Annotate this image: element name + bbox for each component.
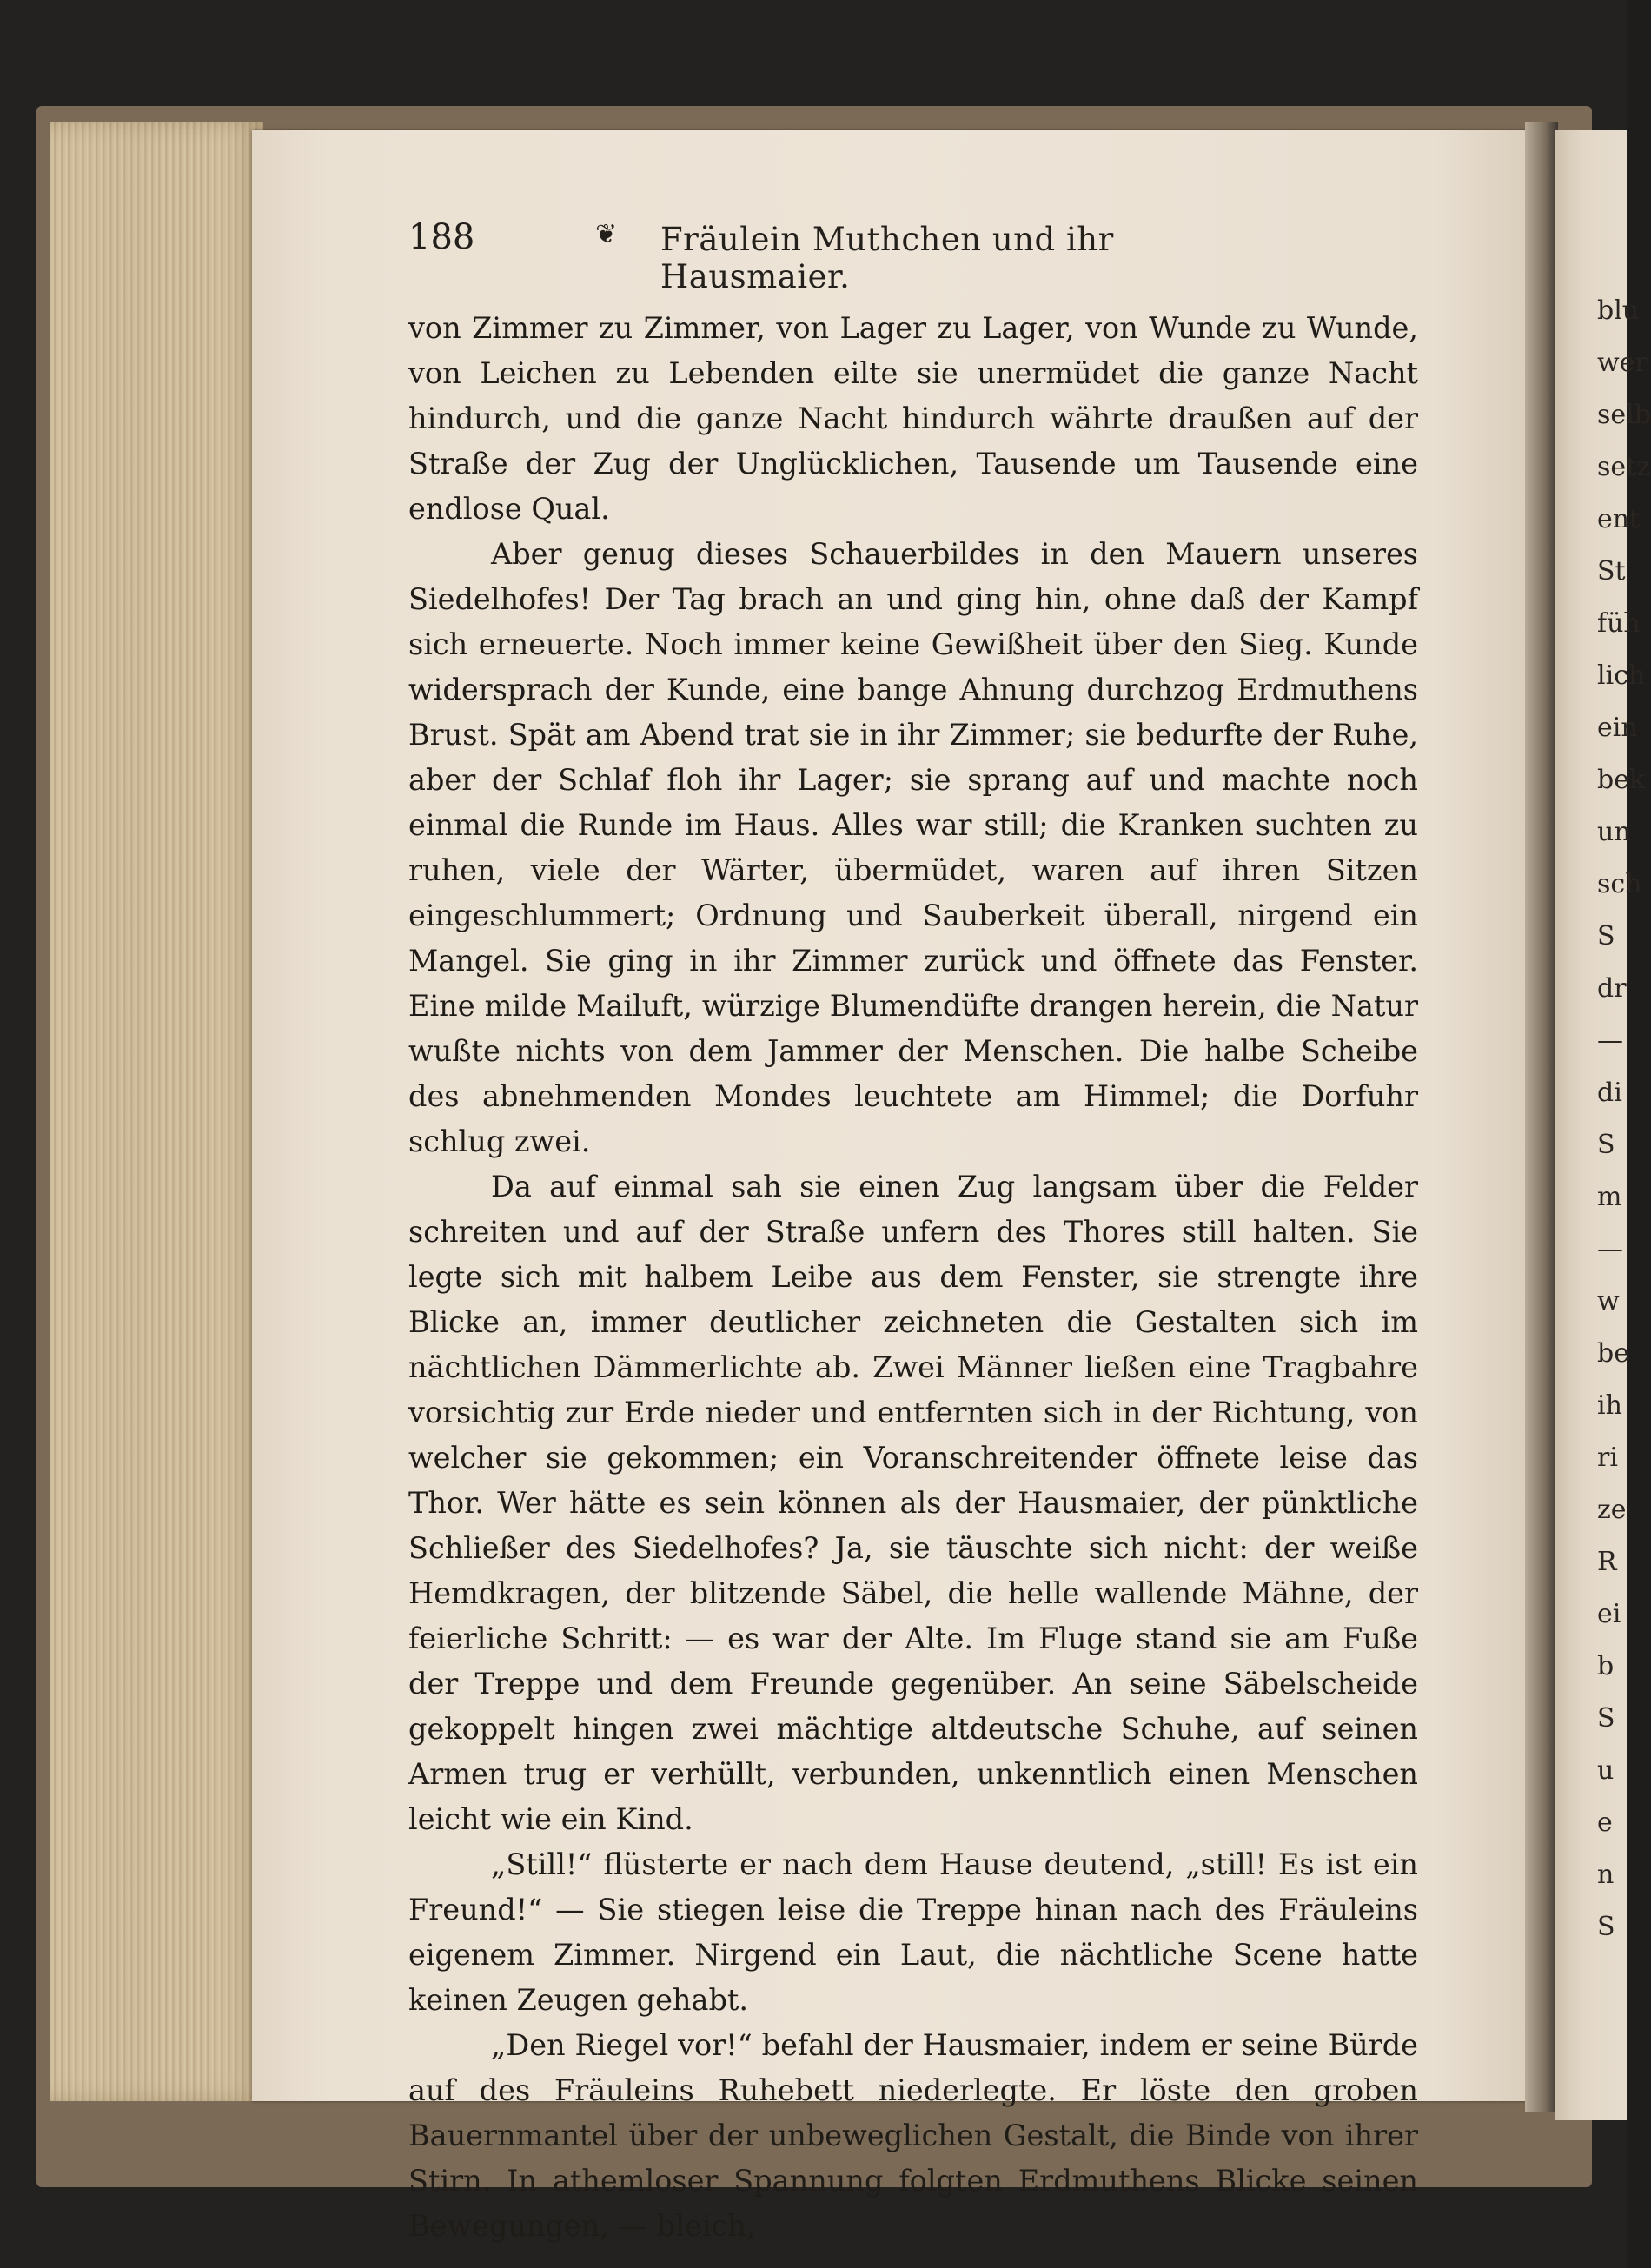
facing-page-fragment: wer: [1597, 348, 1648, 378]
facing-page-fragment: ein: [1597, 713, 1638, 743]
facing-page-fragment: ih: [1597, 1390, 1622, 1421]
paragraph-1: von Zimmer zu Zimmer, von Lager zu Lager, von Wunde zu Wunde, von Leichen zu Lebenden eilte sie unermüdet die ganze Nacht hindurch, und die ganze Nacht hindurch währte draußen auf der Straße der Zug der Unglücklichen, Tausende um Tausende eine endlose Qual.: [408, 311, 1418, 526]
facing-page-fragment: S: [1597, 1703, 1615, 1734]
facing-page-fragment: blu: [1597, 295, 1640, 326]
book-gutter: [1525, 122, 1558, 2112]
page-edges: [50, 122, 263, 2101]
paragraph-2: Aber genug dieses Schauerbildes in den Mauern unseres Siedelhofes! Der Tag brach an und ging hin, ohne daß der Kampf sich erneuerte. Noch immer keine Gewißheit über den Sieg. Kunde widersprach der Kunde, eine bange Ahnung durchzog Erdmuthens Brust. Spät am Abend trat sie in ihr Zimmer; sie bedurfte der Ruhe, aber der Schlaf floh ihr Lager; sie sprang auf und machte noch einmal die Runde im Haus. Alles war still; die Kranken suchten zu ruhen, viele der Wärter, übermüdet, waren auf ihren Sitzen eingeschlummert; Ordnung und Sauberkeit überall, nirgend ein Mangel. Sie ging in ihr Zimmer zurück und öffnete das Fenster. Eine milde Mailuft, würzige Blumendüfte drangen herein, die Natur wußte nichts von dem Jammer der Menschen. Die halbe Scheibe des abnehmenden Mondes leuchtete am Himmel; die Dorfuhr schlug zwei.: [408, 537, 1418, 1158]
facing-page-fragment: w: [1597, 1286, 1620, 1316]
facing-page-fragment: füh: [1597, 608, 1641, 639]
facing-page-fragment: n: [1597, 1860, 1615, 1890]
facing-page-fragment: b: [1597, 1651, 1615, 1681]
facing-page: [1555, 130, 1651, 2120]
facing-page-fragment: setz: [1597, 452, 1651, 482]
facing-page-fragment: bek: [1597, 765, 1646, 795]
facing-page-fragment: ze: [1597, 1495, 1627, 1525]
facing-page-fragment: —: [1597, 1025, 1623, 1056]
facing-page-fragment: S: [1597, 1912, 1615, 1942]
facing-page-fragment: dr: [1597, 973, 1627, 1004]
facing-page-fragment: ei: [1597, 1599, 1621, 1629]
page-number: 188: [408, 217, 475, 257]
facing-page-fragment: di: [1597, 1078, 1622, 1108]
facing-page-fragment: un: [1597, 817, 1631, 847]
facing-page-fragment: m: [1597, 1182, 1622, 1212]
running-head: [408, 217, 1164, 295]
paragraph-3: Da auf einmal sah sie einen Zug langsam über die Felder schreiten und auf der Straße unfern des Thores still halten. Sie legte sich mit halbem Leibe aus dem Fenster, sie strengte ihre Blicke an, immer deutlicher zeichneten die Gestalten sich im nächtlichen Dämmerlichte ab. Zwei Männer ließen eine Tragbahre vorsichtig zur Erde nieder und entfernten sich in der Richtung, von welcher sie gekommen; ein Voranschreitender öffnete leise das Thor. Wer hätte es sein können als der Hausmaier, der pünktliche Schließer des Siedelhofes? Ja, sie täuschte sich nicht: der weiße Hemdkragen, der blitzende Säbel, die helle wallende Mähne, der feierliche Schritt: — es war der Alte. Im Fluge stand sie am Fuße der Treppe und dem Freunde gegenüber. An seine Säbelscheide gekoppelt hingen zwei mächtige altdeutsche Schuhe, auf seinen Armen trug er verhüllt, verbunden, unkenntlich einen Menschen leicht wie ein Kind.: [408, 1170, 1418, 1836]
facing-page-fragment: sch: [1597, 869, 1642, 899]
running-title: Fräulein Muthchen und ihr Hausmaier.: [660, 221, 1114, 295]
facing-page-fragment: —: [1597, 1234, 1623, 1264]
paragraph-4: „Still!“ flüsterte er nach dem Hause deutend, „still! Es ist ein Freund!“ — Sie stiegen leise die Treppe hinan nach des Fräuleins eigenem Zimmer. Nirgend ein Laut, die nächtliche Scene hatte keinen Zeugen gehabt.: [408, 1847, 1418, 2017]
facing-page-fragment: R: [1597, 1547, 1617, 1577]
facing-page-fragment: ent: [1597, 504, 1641, 534]
facing-page-fragment: S: [1597, 921, 1615, 952]
facing-page-fragment: St: [1597, 556, 1626, 587]
paragraph-5: „Den Riegel vor!“ befahl der Hausmaier, indem er seine Bürde auf des Fräuleins Ruhebett niederlegte. Er löste den groben Bauernmantel über der unbeweglichen Gestalt, die Binde von ihrer Stirn. In athemloser Spannung folgten Erdmuthens Blicke seinen Bewegungen, — bleich,: [408, 2028, 1418, 2243]
facing-page-fragment: be: [1597, 1338, 1629, 1369]
ornament-icon: ❦: [595, 219, 618, 249]
facing-page-fragment: ri: [1597, 1442, 1618, 1473]
facing-page-fragment: S: [1597, 1130, 1615, 1160]
facing-page-fragment: u: [1597, 1755, 1615, 1786]
body-text: [408, 306, 1418, 2249]
facing-page-fragment: lich: [1597, 660, 1646, 691]
facing-page-fragment: selb: [1597, 400, 1651, 430]
facing-page-fragment: e: [1597, 1807, 1613, 1838]
